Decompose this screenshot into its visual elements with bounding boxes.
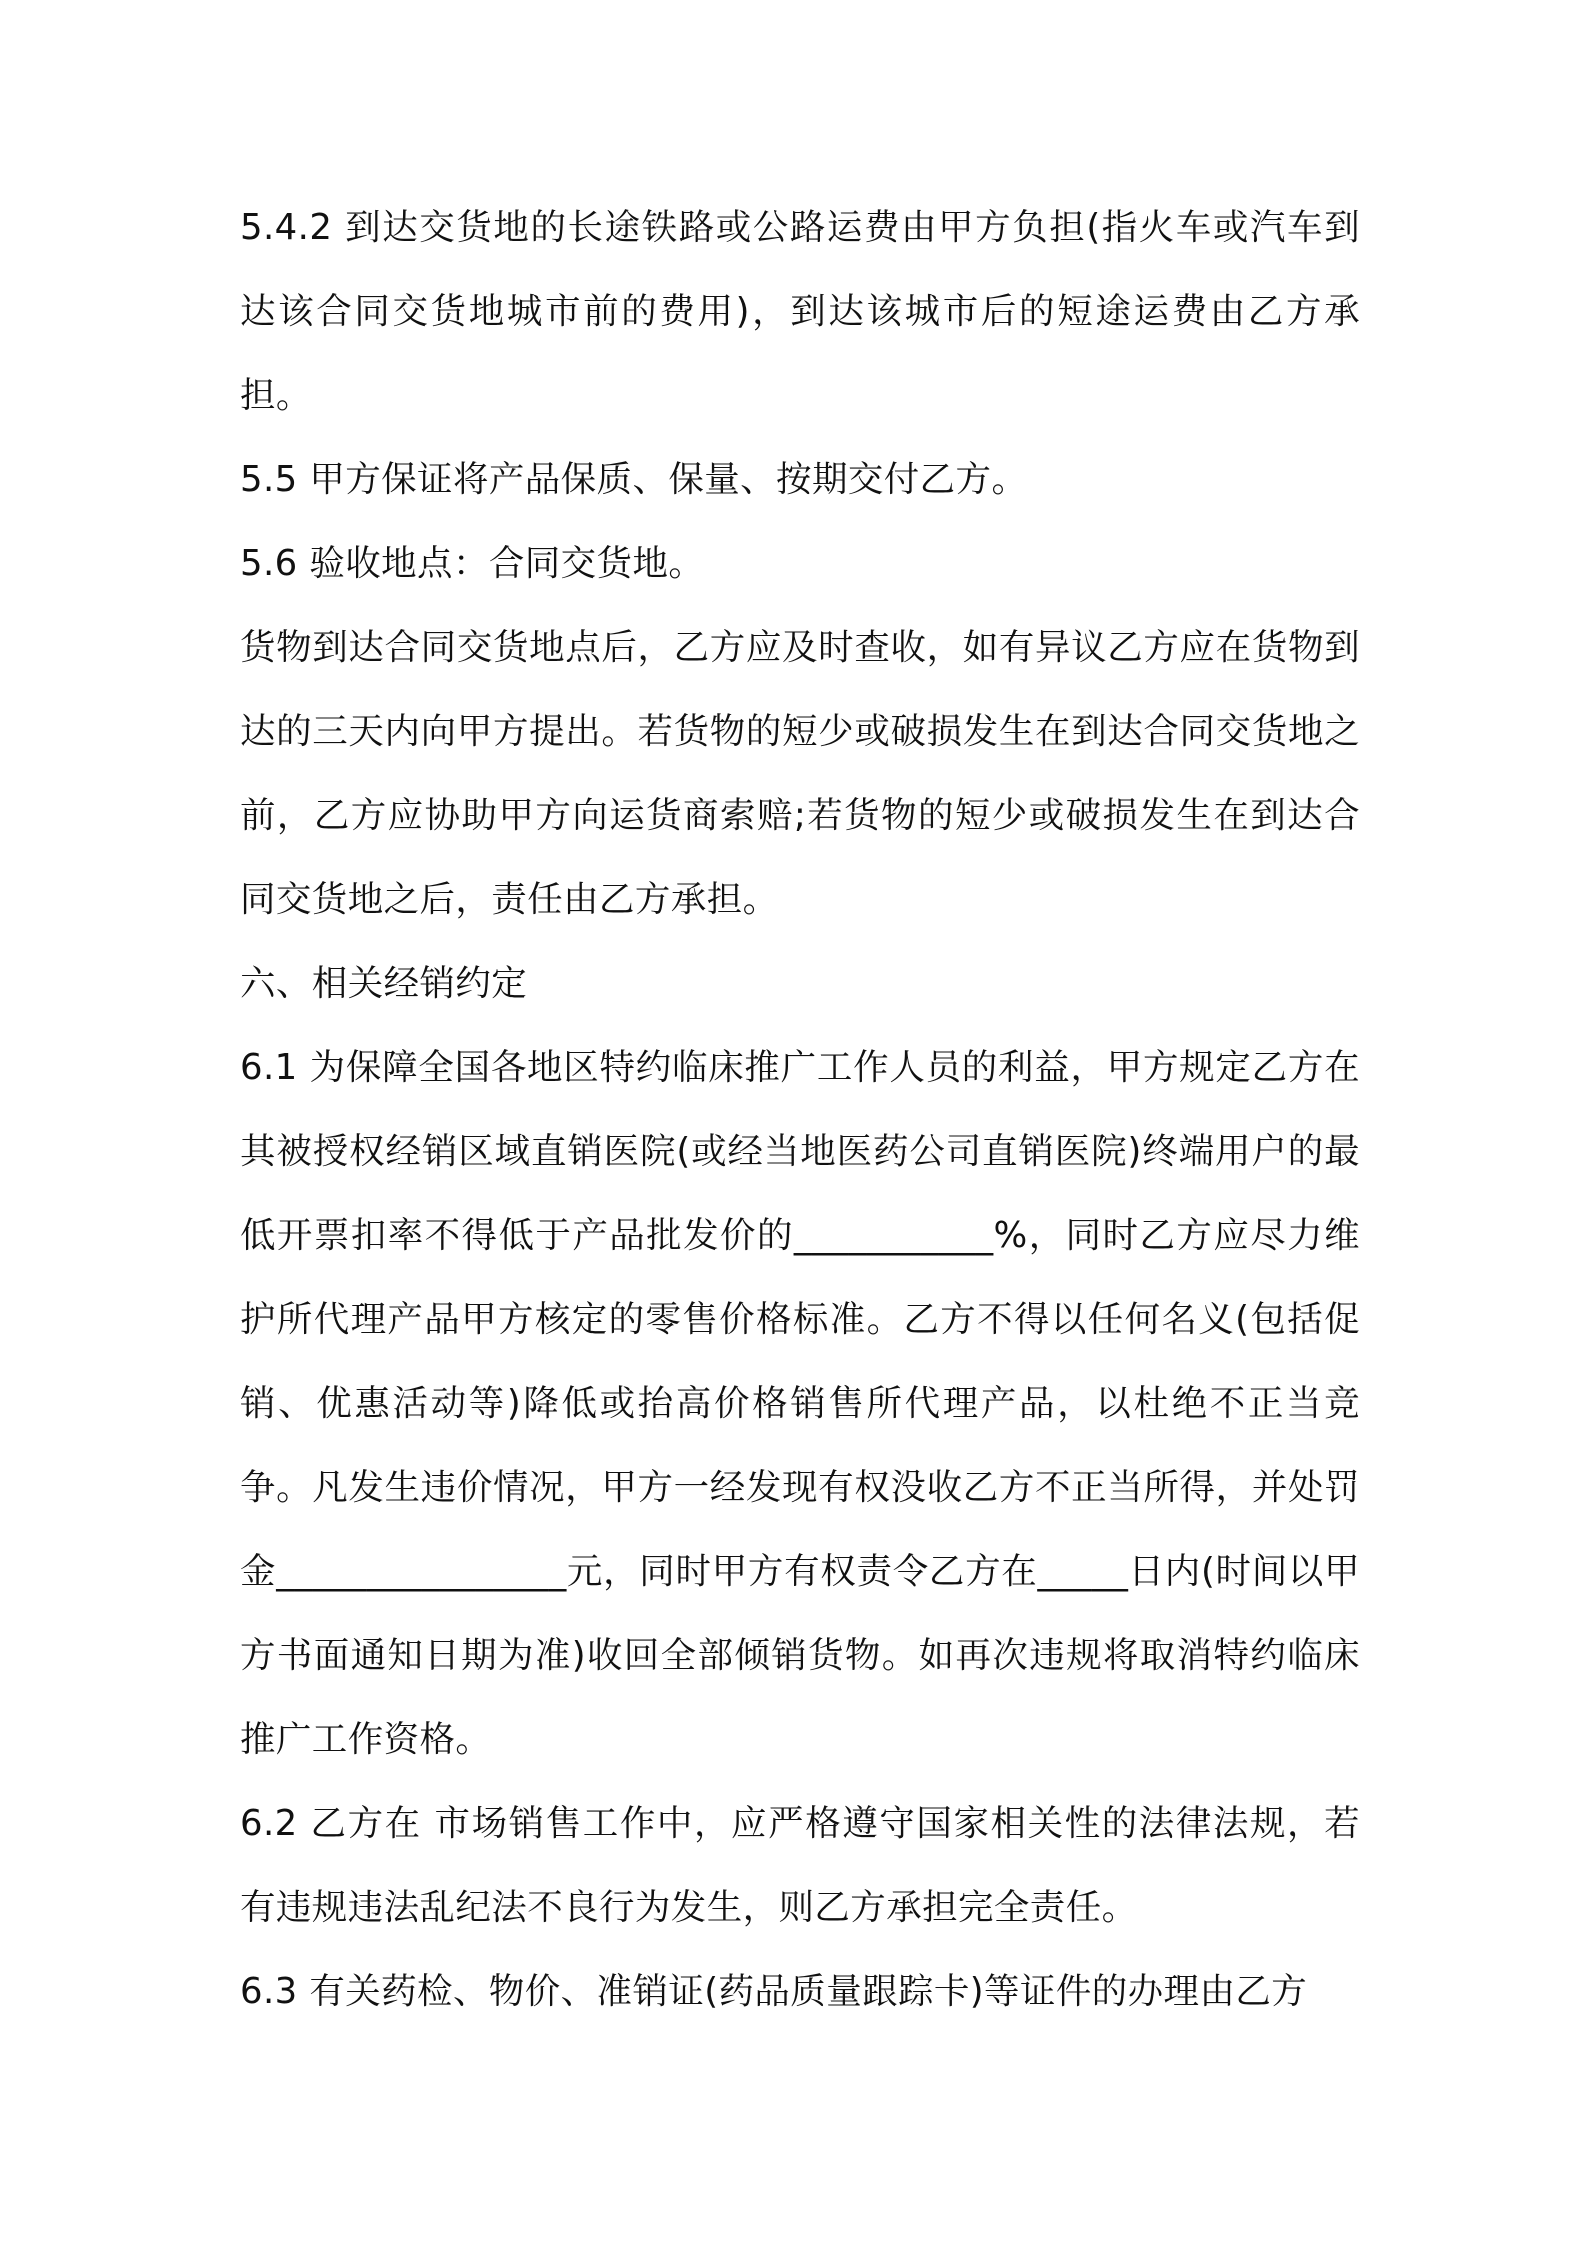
- clause-6-2: 6.2 乙方在 市场销售工作中，应严格遵守国家相关性的法律法规，若有违规违法乱纪法不良行为发生，则乙方承担完全责任。: [240, 1803, 1360, 1928]
- clause-5-4-2: 5.4.2 到达交货地的长途铁路或公路运费由甲方负担(指火车或汽车到达该合同交货地城市前的费用)，到达该城市后的短途运费由乙方承担。: [240, 207, 1360, 416]
- document-body: [240, 186, 1360, 2034]
- clause-6-3: 6.3 有关药检、物价、准销证(药品质量跟踪卡)等证件的办理由乙方: [240, 1971, 1308, 2012]
- section-heading-6: 六、相关经销约定: [240, 963, 528, 1004]
- clause-5-6: 5.6 验收地点：合同交货地。: [240, 543, 705, 584]
- clause-6-1: 6.1 为保障全国各地区特约临床推广工作人员的利益，甲方规定乙方在其被授权经销区域直销医院(或经当地医药公司直销医院)终端用户的最低开票扣率不得低于产品批发价的___________%，同时乙方应尽力维护所代理产品甲方核定的零售价格标准。乙方不得以任何名义(包括促销、优惠活动等)降低或抬高价格销售所代理产品，以杜绝不正当竞争。凡发生违价情况，甲方一经发现有权没收乙方不正当所得，并处罚金________________元，同时甲方有权责令乙方在_____日内(时间以甲方书面通知日期为准)收回全部倾销货物。如再次违规将取消特约临床推广工作资格。: [240, 1047, 1360, 1760]
- clause-5-6-detail: 货物到达合同交货地点后，乙方应及时查收，如有异议乙方应在货物到达的三天内向甲方提出。若货物的短少或破损发生在到达合同交货地之前，乙方应协助甲方向运货商索赔;若货物的短少或破损发生在到达合同交货地之后，责任由乙方承担。: [240, 627, 1360, 920]
- clause-5-5: 5.5 甲方保证将产品保质、保量、按期交付乙方。: [240, 459, 1028, 500]
